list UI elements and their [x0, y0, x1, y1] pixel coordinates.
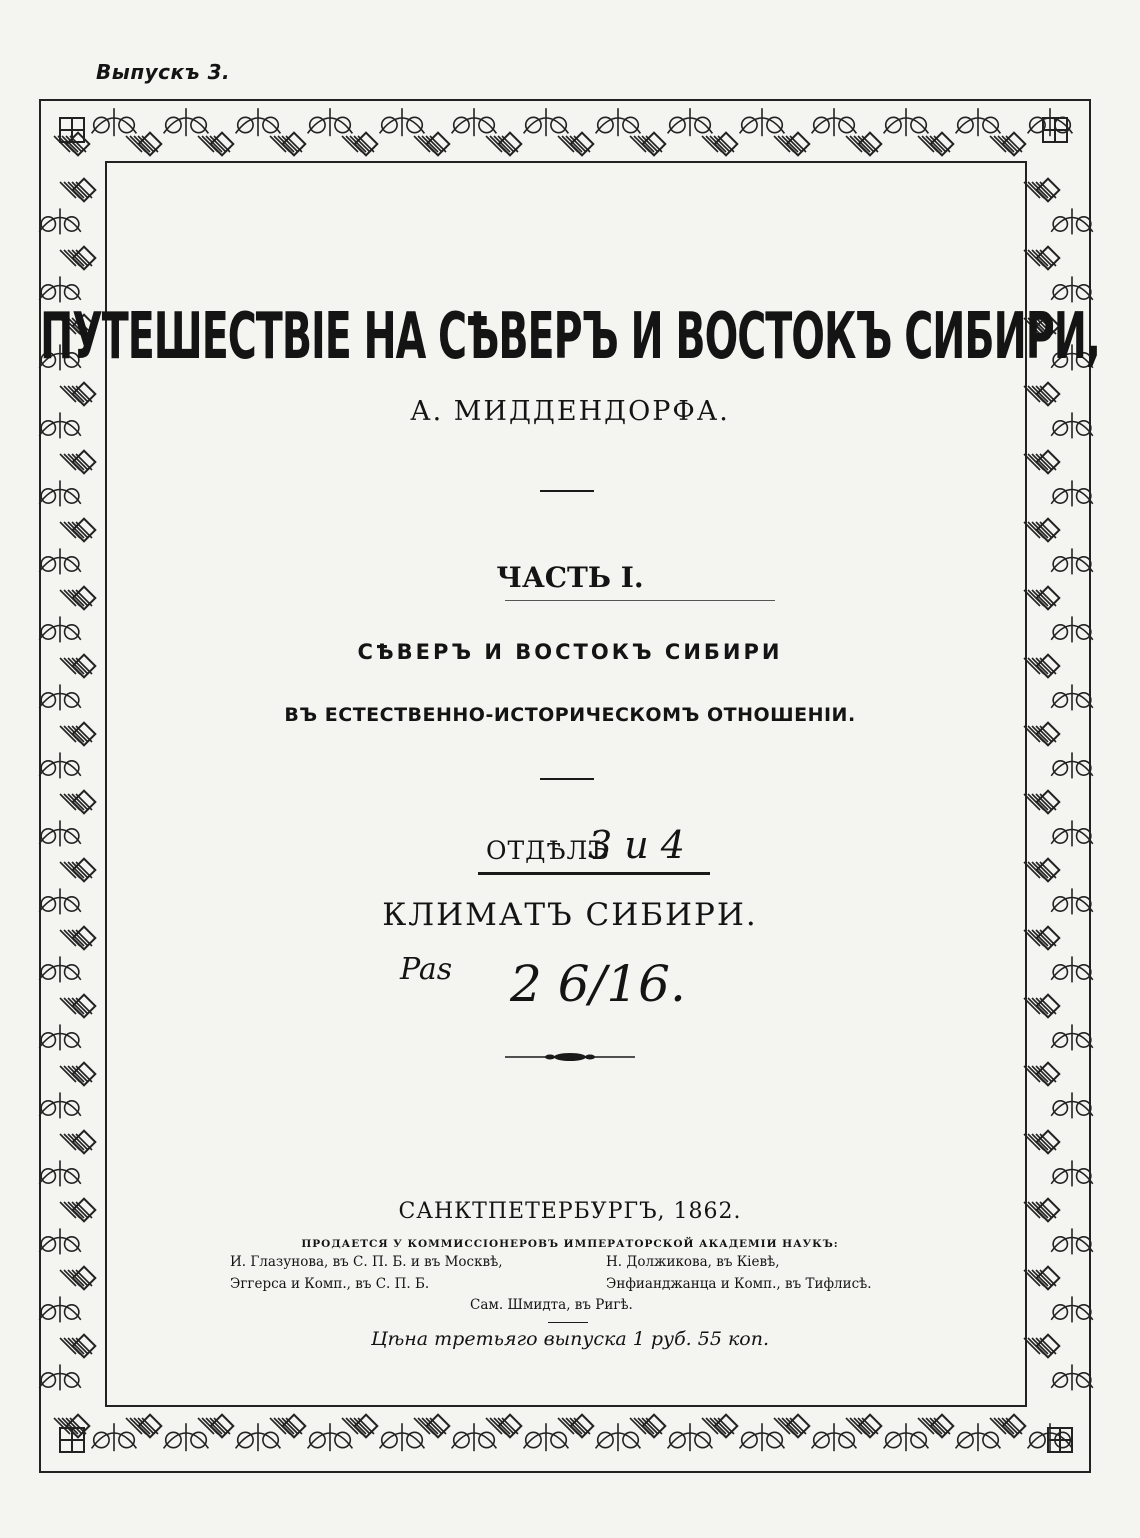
book-title: ПУТЕШЕСТВІЕ НА СѢВЕРЪ И ВОСТОКЪ СИБИРИ, [40, 300, 1100, 374]
sold-by-line: ПРОДАЕТСЯ У КОММИССІОНЕРОВЪ ИМПЕРАТОРСКОЙ АКАДЕМІИ НАУКЪ: [301, 1238, 839, 1250]
seller-entry: Эггерса и Комп., въ С. П. Б. [230, 1276, 430, 1292]
divider-rule [540, 778, 594, 780]
seller-entry: Н. Должикова, въ Кіевѣ, [606, 1254, 780, 1270]
author-name: А. МИДДЕНДОРФА. [410, 396, 730, 427]
divider-rule [548, 1322, 588, 1323]
handwritten-shelfmark: Pas [400, 952, 453, 987]
dotted-rule [505, 600, 775, 601]
handwritten-section-number: 3 и 4 [588, 823, 685, 867]
issue-label: Выпускъ 3. [96, 60, 231, 84]
divider-rule [540, 490, 594, 492]
seller-entry: Энфианджанца и Комп., въ Тифлисѣ. [606, 1276, 872, 1292]
subtitle: СѢВЕРЪ И ВОСТОКЪ СИБИРИ [357, 640, 783, 664]
section-underline [478, 872, 710, 875]
subtitle-line-2: ВЪ ЕСТЕСТВЕННО-ИСТОРИЧЕСКОМЪ ОТНОШЕНІИ. [284, 704, 856, 726]
seller-entry: Сам. Шмидта, въ Ригѣ. [470, 1297, 633, 1313]
handwritten-shelfmark-number: 2 6/16. [510, 955, 686, 1013]
fleuron-rule [500, 1050, 640, 1064]
imprint-city-year: САНКТПЕТЕРБУРГЪ, 1862. [398, 1199, 742, 1224]
section-label: ОТДѢЛЪ [486, 836, 610, 865]
seller-entry: И. Глазунова, въ С. П. Б. и въ Москвѣ, [230, 1254, 503, 1270]
part-heading: ЧАСТЬ I. [496, 561, 644, 594]
section-title: КЛИМАТЪ СИБИРИ. [382, 897, 758, 933]
price-line: Цѣна третьяго выпуска 1 руб. 55 коп. [370, 1328, 770, 1350]
